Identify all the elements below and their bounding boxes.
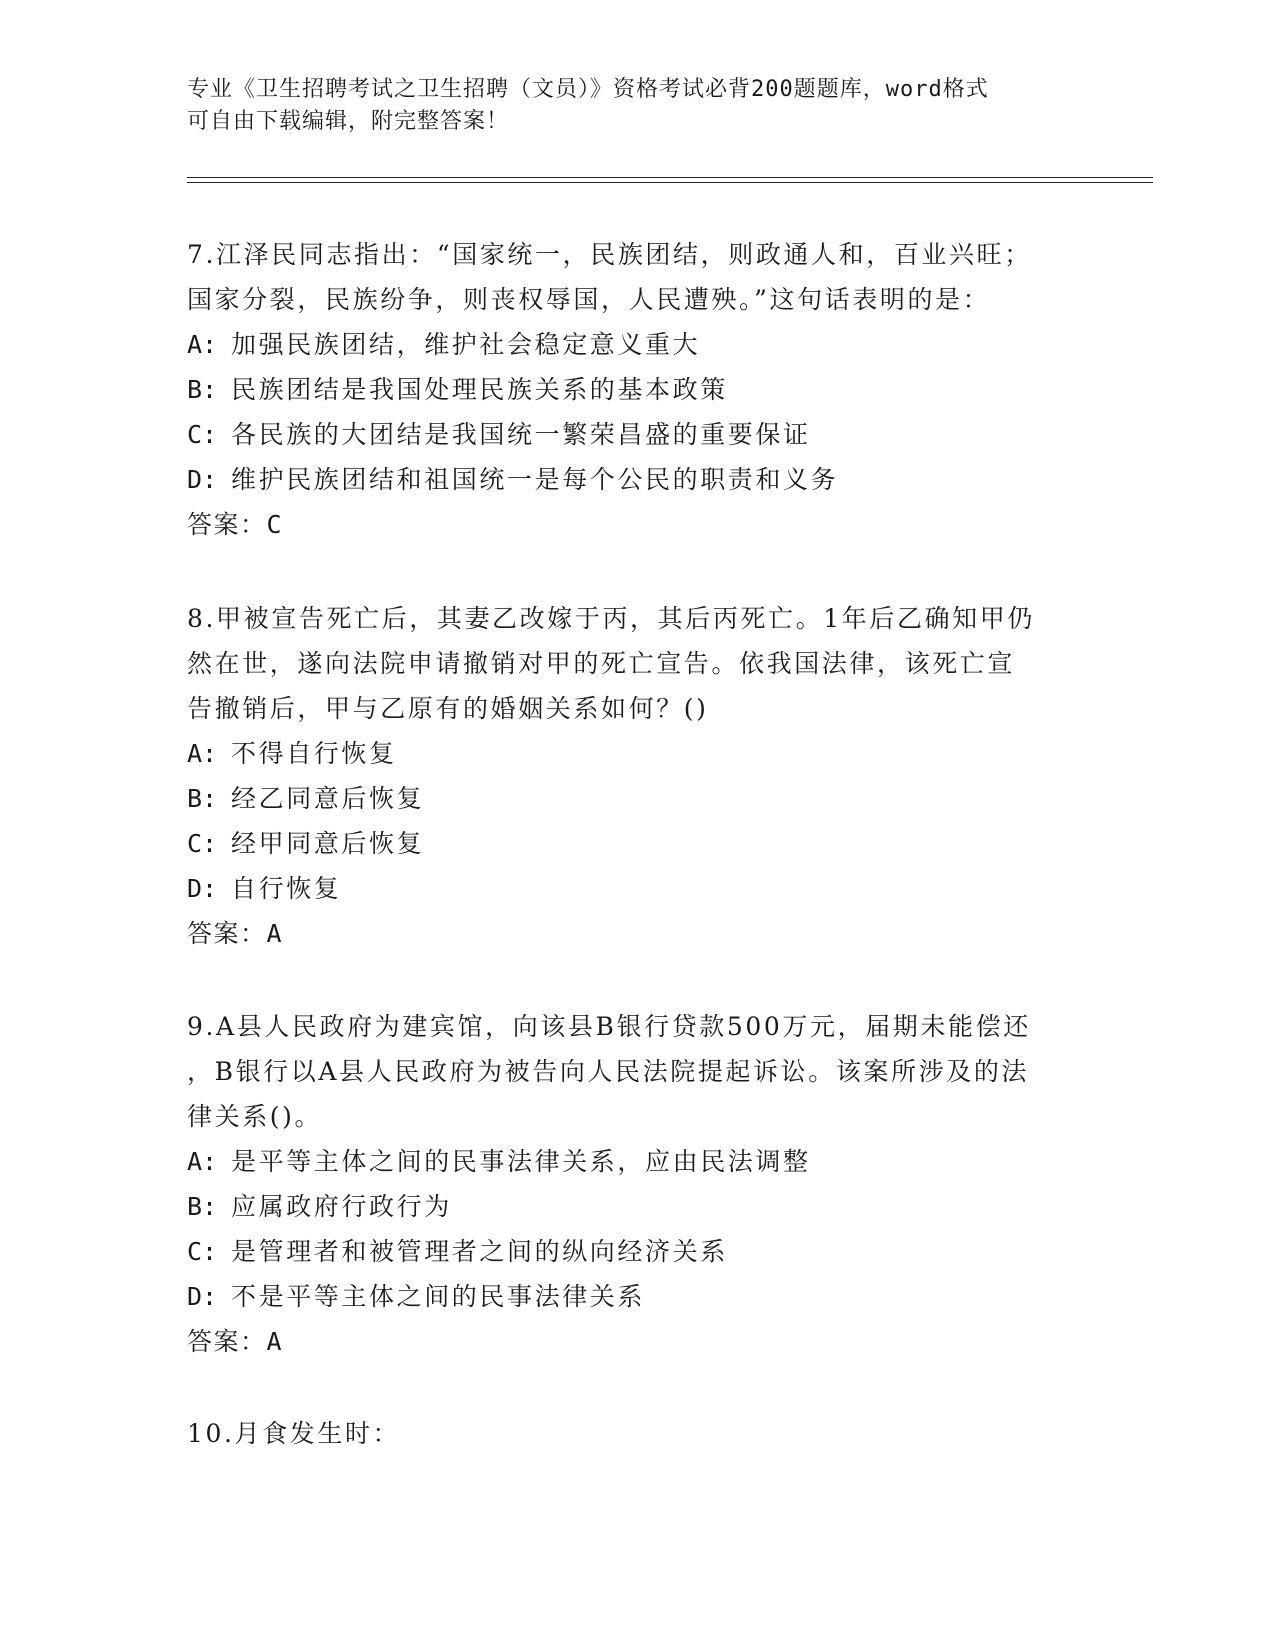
option-letter: A: — [187, 330, 218, 359]
option-text: 是管理者和被管理者之间的纵向经济关系 — [231, 1237, 728, 1266]
header-line-2: 可自由下载编辑，附完整答案！ — [187, 109, 510, 134]
option-text: 民族团结是我国处理民族关系的基本政策 — [231, 375, 728, 404]
stem-line: 8.甲被宣告死亡后，其妻乙改嫁于丙，其后丙死亡。1年后乙确知甲仍 — [187, 604, 1035, 633]
stem-line: 7.江泽民同志指出：“国家统一，民族团结，则政通人和，百业兴旺； — [187, 240, 1032, 269]
answer-value: C — [266, 510, 284, 539]
option-b — [187, 776, 1087, 821]
option-letter: B: — [187, 375, 218, 404]
question-10 — [187, 1411, 1087, 1456]
stem-line: 然在世，遂向法院申请撤销对甲的死亡宣告。依我国法律，该死亡宣 — [187, 649, 1016, 678]
document-header — [187, 74, 1067, 138]
option-c — [187, 1229, 1087, 1274]
question-8 — [187, 596, 1087, 956]
option-text: 自行恢复 — [231, 874, 342, 903]
option-text: 各民族的大团结是我国统一繁荣昌盛的重要保证 — [231, 420, 811, 449]
answer-label: 答案： — [187, 919, 267, 948]
header-line-1: 专业《卫生招聘考试之卫生招聘（文员）》资格考试必背200题题库，word格式 — [187, 77, 989, 102]
option-letter: C: — [187, 420, 218, 449]
option-b — [187, 367, 1087, 412]
answer-line — [187, 502, 1087, 547]
option-text: 维护民族团结和祖国统一是每个公民的职责和义务 — [231, 465, 839, 494]
option-d — [187, 866, 1087, 911]
header-divider-bottom — [187, 182, 1153, 183]
option-letter: D: — [187, 465, 218, 494]
option-letter: A: — [187, 1147, 218, 1176]
header-divider-top — [187, 177, 1153, 178]
answer-label: 答案： — [187, 510, 267, 539]
option-letter: C: — [187, 1237, 218, 1266]
option-letter: D: — [187, 1282, 218, 1311]
option-letter: B: — [187, 784, 218, 813]
question-7 — [187, 232, 1087, 547]
question-stem — [187, 1004, 1087, 1139]
stem-line: 告撤销后，甲与乙原有的婚姻关系如何？() — [187, 694, 709, 723]
option-letter: D: — [187, 874, 218, 903]
stem-line: ，B银行以A县人民政府为被告向人民法院提起诉讼。该案所涉及的法 — [187, 1057, 1030, 1086]
option-a — [187, 322, 1087, 367]
option-text: 经乙同意后恢复 — [231, 784, 425, 813]
option-text: 不是平等主体之间的民事法律关系 — [231, 1282, 646, 1311]
option-text: 应属政府行政行为 — [231, 1192, 452, 1221]
answer-label: 答案： — [187, 1327, 267, 1356]
option-text: 是平等主体之间的民事法律关系，应由民法调整 — [231, 1147, 811, 1176]
option-d — [187, 1274, 1087, 1319]
option-text: 不得自行恢复 — [231, 739, 397, 768]
answer-line — [187, 1319, 1087, 1364]
stem-line: 律关系()。 — [187, 1102, 323, 1131]
answer-value: A — [266, 919, 284, 948]
option-letter: A: — [187, 739, 218, 768]
option-letter: B: — [187, 1192, 218, 1221]
question-9 — [187, 1004, 1087, 1364]
option-a — [187, 731, 1087, 776]
option-text: 经甲同意后恢复 — [231, 829, 425, 858]
option-text: 加强民族团结，维护社会稳定意义重大 — [231, 330, 701, 359]
option-b — [187, 1184, 1087, 1229]
question-stem — [187, 1411, 1087, 1456]
answer-value: A — [266, 1327, 284, 1356]
question-stem — [187, 232, 1087, 322]
stem-line: 9.A县人民政府为建宾馆，向该县B银行贷款500万元，届期未能偿还 — [187, 1012, 1031, 1041]
question-stem — [187, 596, 1087, 731]
stem-line: 国家分裂，民族纷争，则丧权辱国，人民遭殃。”这句话表明的是： — [187, 285, 991, 314]
answer-line — [187, 911, 1087, 956]
stem-line: 10.月食发生时： — [187, 1419, 401, 1448]
option-c — [187, 821, 1087, 866]
option-a — [187, 1139, 1087, 1184]
option-letter: C: — [187, 829, 218, 858]
option-c — [187, 412, 1087, 457]
option-d — [187, 457, 1087, 502]
